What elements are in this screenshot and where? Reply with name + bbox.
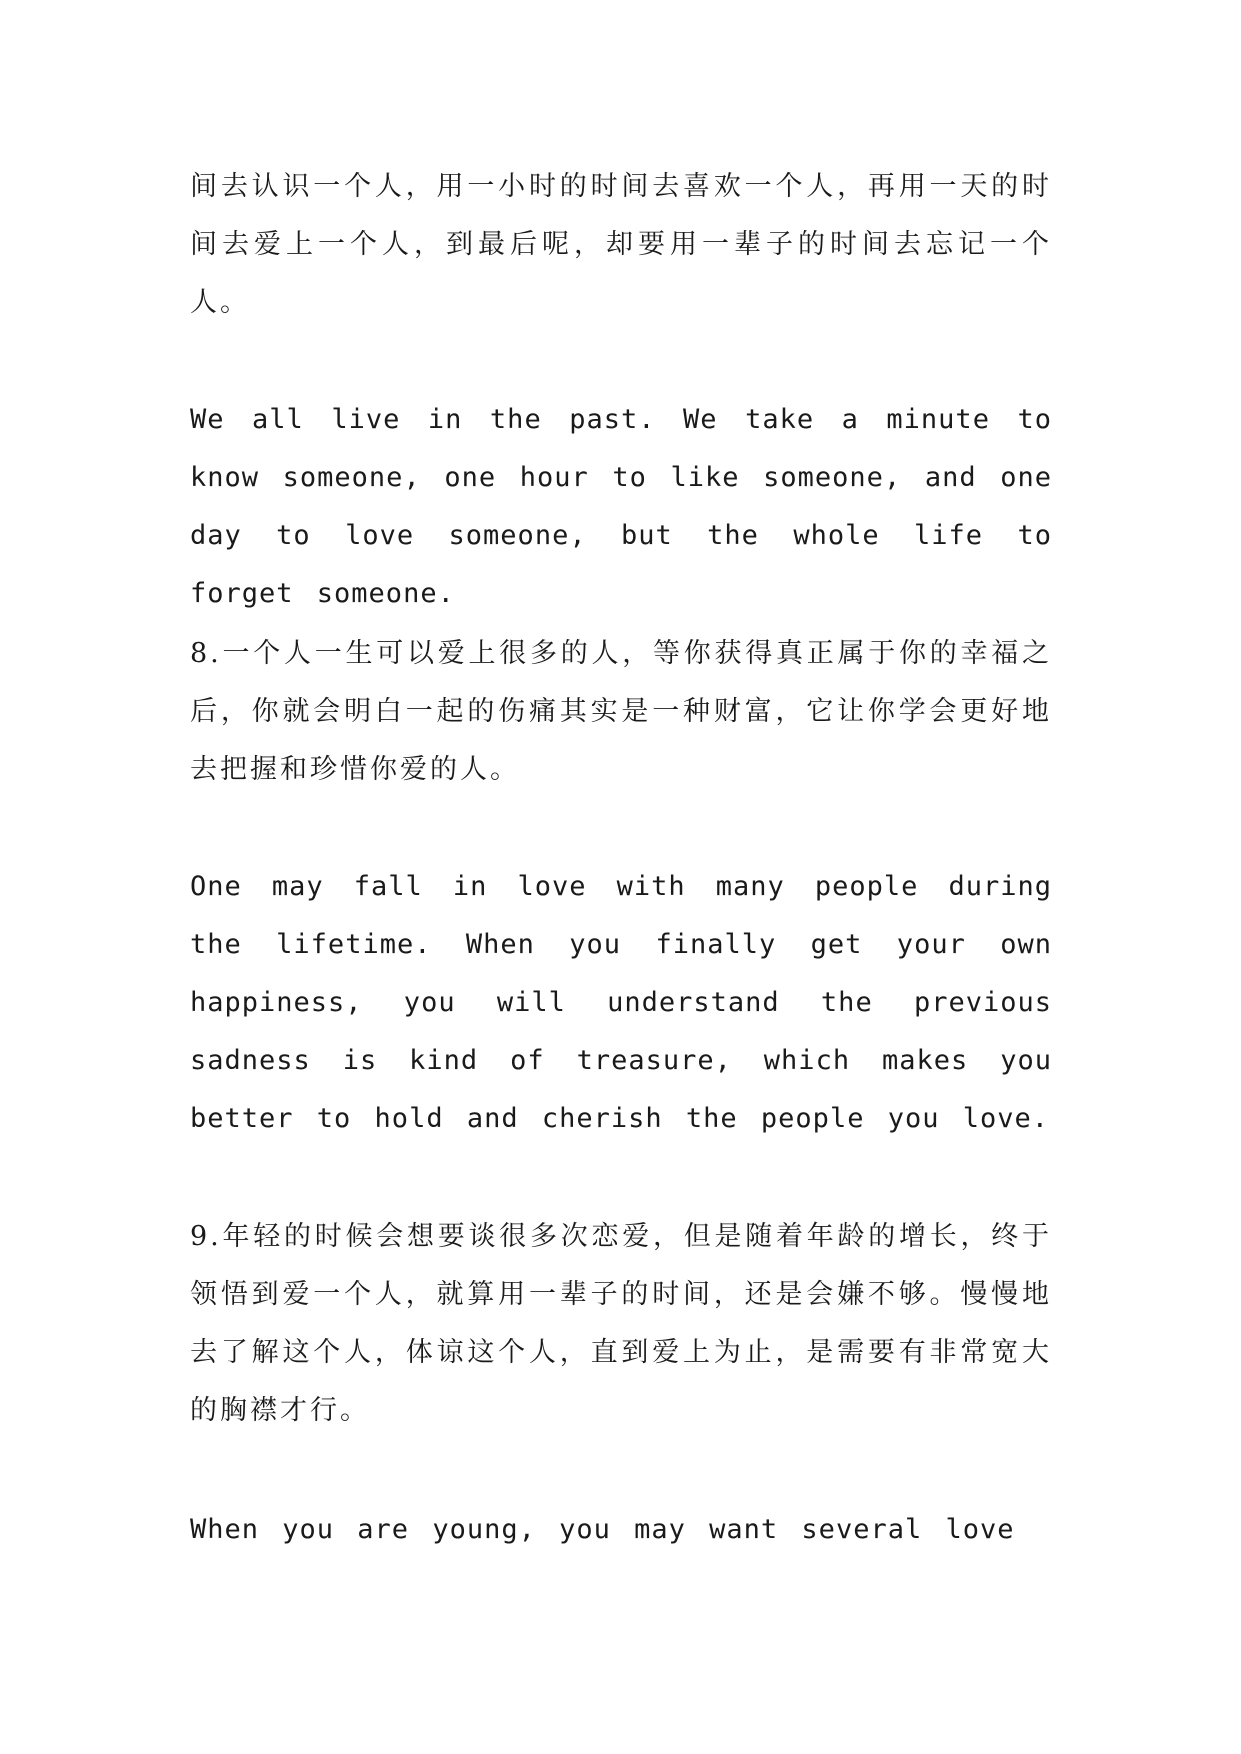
- paragraph-english-1: We all live in the past. We take a minute to know someone, one hour to like someone, and one day to love someone, but the whole life to forget someone.: [190, 404, 1052, 609]
- paragraph-chinese-8: 8.一个人一生可以爱上很多的人，等你获得真正属于你的幸福之后，你就会明白一起的伤痛其实是一种财富，它让你学会更好地去把握和珍惜你爱的人。: [190, 638, 1052, 785]
- paragraph-chinese-1: 间去认识一个人，用一小时的时间去喜欢一个人，再用一天的时间去爱上一个人，到最后呢，却要用一辈子的时间去忘记一个人。: [190, 171, 1052, 318]
- document-page: [190, 0, 1052, 1754]
- paragraph-english-9: When you are young, you may want several love: [190, 1514, 1015, 1545]
- paragraph-english-8: One may fall in love with many people during the lifetime. When you finally get your own happiness, you will understand the previous sadness is kind of treasure, which makes you better to hold and cherish the people you love.: [190, 871, 1052, 1134]
- paragraph-chinese-9: 9.年轻的时候会想要谈很多次恋爱，但是随着年龄的增长，终于领悟到爱一个人，就算用一辈子的时间，还是会嫌不够。慢慢地去了解这个人，体谅这个人，直到爱上为止，是需要有非常宽大的胸襟才行。: [190, 1221, 1052, 1426]
